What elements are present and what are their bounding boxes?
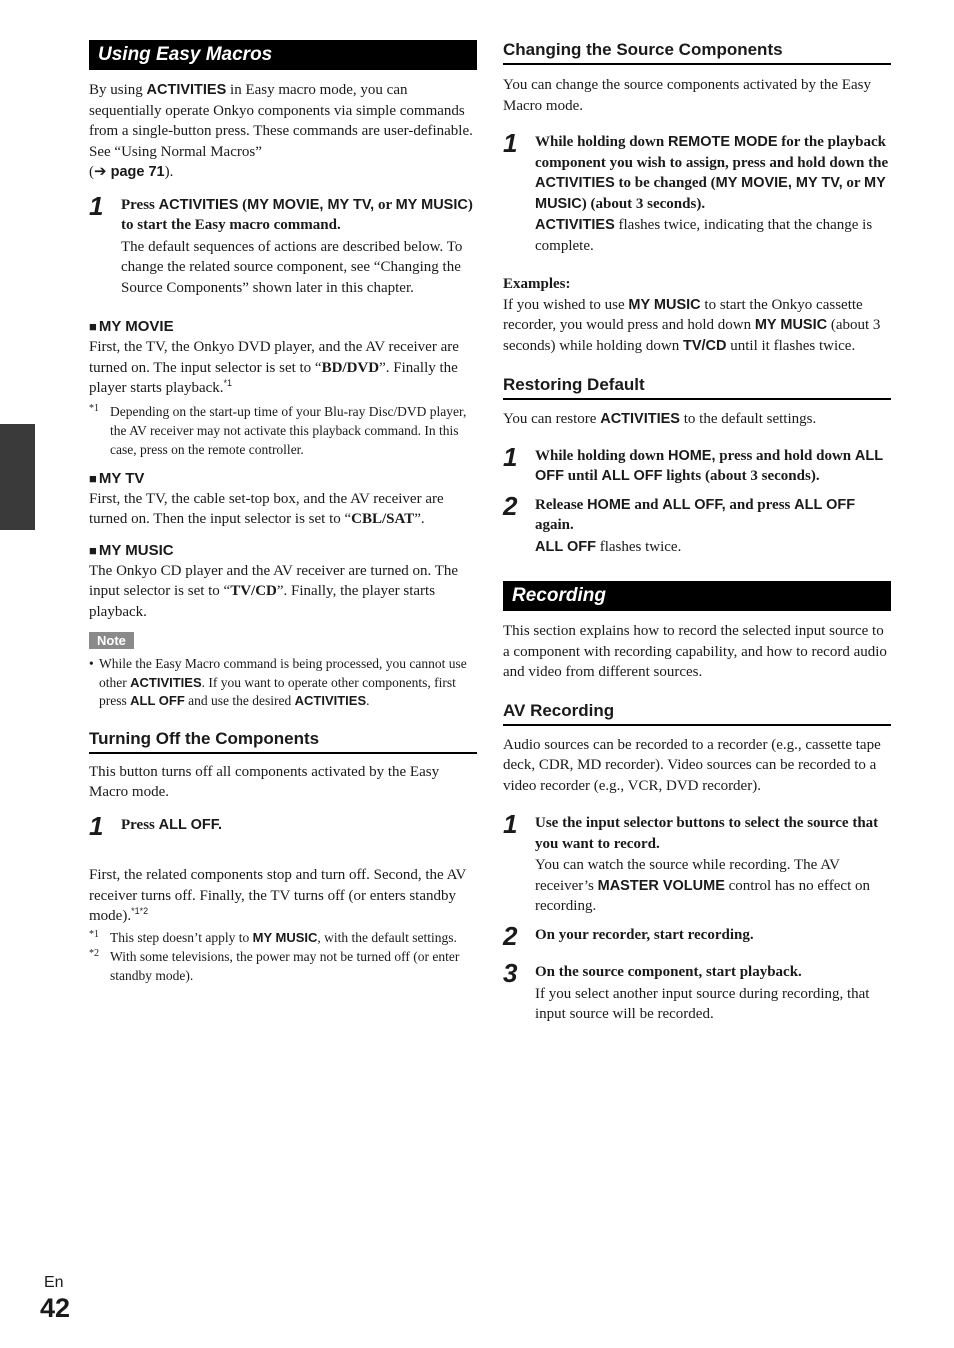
- section-banner-easy-macros: Using Easy Macros: [89, 40, 477, 70]
- step-number: 2: [503, 490, 518, 521]
- step-number: 1: [503, 809, 518, 839]
- heading-restoring-default: Restoring Default: [503, 375, 891, 400]
- step-number: 1: [89, 810, 104, 841]
- chapter-side-tab: [0, 424, 35, 530]
- note-bullet: • While the Easy Macro command is being processed, you cannot use other ACTIVITIES. If you want to operate other components, first press ALL OFF and use the desired ACTIVITIES.: [89, 656, 467, 708]
- my-music-body: The Onkyo CD player and the AV receiver are turned on. The input selector is set to “TV/CD”. Finally, the player starts playback.: [89, 562, 459, 620]
- left-column: [89, 40, 477, 985]
- right-column: [503, 40, 891, 1033]
- easy-macro-step-1: 1 Press ACTIVITIES (MY MOVIE, MY TV, or MY MUSIC) to start the Easy macro command. The default sequences of actions are described below. To change the related source component, see “Changing the Source Components” shown later in this chapter.: [89, 195, 477, 299]
- footnote-1: *1 This step doesn’t apply to MY MUSIC, with the default settings.: [89, 928, 457, 945]
- subheading-my-tv: ■ MY TV: [89, 469, 145, 487]
- step-number: 3: [503, 958, 518, 988]
- step-body: The default sequences of actions are described below. To change the related source component, see “Changing the Source Components” shown later in this chapter.: [121, 238, 463, 296]
- restoring-intro: You can restore ACTIVITIES to the default settings.: [503, 411, 817, 427]
- my-tv-body: First, the TV, the cable set-top box, and the AV receiver are turned on. Then the input selector is set to “CBL/SAT”.: [89, 490, 444, 527]
- av-recording-intro: Audio sources can be recorded to a recorder (e.g., cassette tape deck, CDR, MD recorder). Video sources can be recorded to a video recorder (e.g., VCR, DVD recorder).: [503, 736, 881, 794]
- arrow-right-icon: ➔: [94, 163, 107, 180]
- av-recording-step-1: 1 Use the input selector buttons to select the source that you want to record. You can watch the source while recording. The AV receiver’s MASTER VOLUME control has no effect on recording.: [503, 813, 891, 917]
- heading-changing-source: Changing the Source Components: [503, 40, 891, 65]
- footnote-2: *2 With some televisions, the power may not be turned off (or enter standby mode).: [89, 947, 460, 983]
- page-language: En: [44, 1274, 64, 1291]
- turning-off-step-1: 1 Press ALL OFF.: [89, 810, 223, 841]
- my-movie-body: First, the TV, the Onkyo DVD player, and the AV receiver are turned on. The input selector is set to “BD/DVD”. Finally the player starts playback.$^{*1}$: [89, 339, 459, 396]
- av-recording-step-3: 3 On the source component, start playback. If you select another input source during recording, that input source will be recorded.: [503, 962, 891, 1025]
- page-ref-link[interactable]: page 71: [106, 164, 165, 180]
- footnote-my-movie: *1 Depending on the start-up time of your Blu-ray Disc/DVD player, the AV receiver may not activate this playback command. In this case, press on the remote controller.: [89, 402, 467, 457]
- section-banner-recording: Recording: [503, 581, 891, 611]
- subheading-my-music: ■ MY MUSIC: [89, 541, 174, 559]
- step-number: 2: [503, 920, 518, 951]
- note-badge: Note: [89, 632, 134, 649]
- examples-label: Examples:: [503, 276, 571, 292]
- step-result: ALL OFF flashes twice.: [535, 538, 682, 555]
- step-body: If you select another input source during recording, that input source will be recorded.: [535, 985, 870, 1022]
- heading-turning-off: Turning Off the Components: [89, 729, 477, 754]
- turning-off-intro: This button turns off all components activated by the Easy Macro mode.: [89, 763, 440, 800]
- turning-off-body: First, the related components stop and turn off. Second, the AV receiver turns off. Finally, the TV turns off (or enters standby mode).$^{*1*2}$: [89, 867, 467, 924]
- changing-source-step-1: 1 While holding down REMOTE MODE for the playback component you wish to assign, press and hold down the ACTIVITIES to be changed (MY MOVIE, MY TV, or MY MUSIC) (about 3 seconds). ACTIVITIES flashes twice, indicating that the change is complete.: [503, 132, 891, 256]
- changing-source-intro: You can change the source components activated by the Easy Macro mode.: [503, 77, 871, 114]
- restoring-step-1: 1 While holding down HOME, press and hold down ALL OFF until ALL OFF lights (about 3 seconds).: [503, 441, 883, 484]
- subheading-my-movie: ■ MY MOVIE: [89, 318, 174, 335]
- restoring-step-2: 2 Release HOME and ALL OFF, and press ALL OFF again. ALL OFF flashes twice.: [503, 495, 891, 558]
- easy-macros-intro: By using ACTIVITIES in Easy macro mode, you can sequentially operate Onkyo components via simple commands from a single-button press. These commands are user-definable. See “Using Normal Macros” (➔ page 71).: [89, 82, 473, 180]
- step-body: You can watch the source while recording. The AV receiver’s MASTER VOLUME control has no effect on recording.: [535, 857, 870, 914]
- page-number: 42: [40, 1293, 71, 1323]
- step-result: ACTIVITIES flashes twice, indicating that the change is complete.: [535, 217, 873, 254]
- step-number: 1: [89, 190, 104, 221]
- step-number: 1: [503, 441, 518, 472]
- heading-av-recording: AV Recording: [503, 701, 891, 726]
- step-number: 1: [503, 128, 518, 158]
- examples-body: If you wished to use MY MUSIC to start the Onkyo cassette recorder, you would press and hold down MY MUSIC (about 3 seconds) while holding down TV/CD until it flashes twice.: [503, 296, 881, 354]
- recording-intro: This section explains how to record the selected input source to a component with recording capability, and how to record audio and video from different sources.: [503, 623, 887, 680]
- av-recording-step-2: 2 On your recorder, start recording.: [503, 920, 754, 951]
